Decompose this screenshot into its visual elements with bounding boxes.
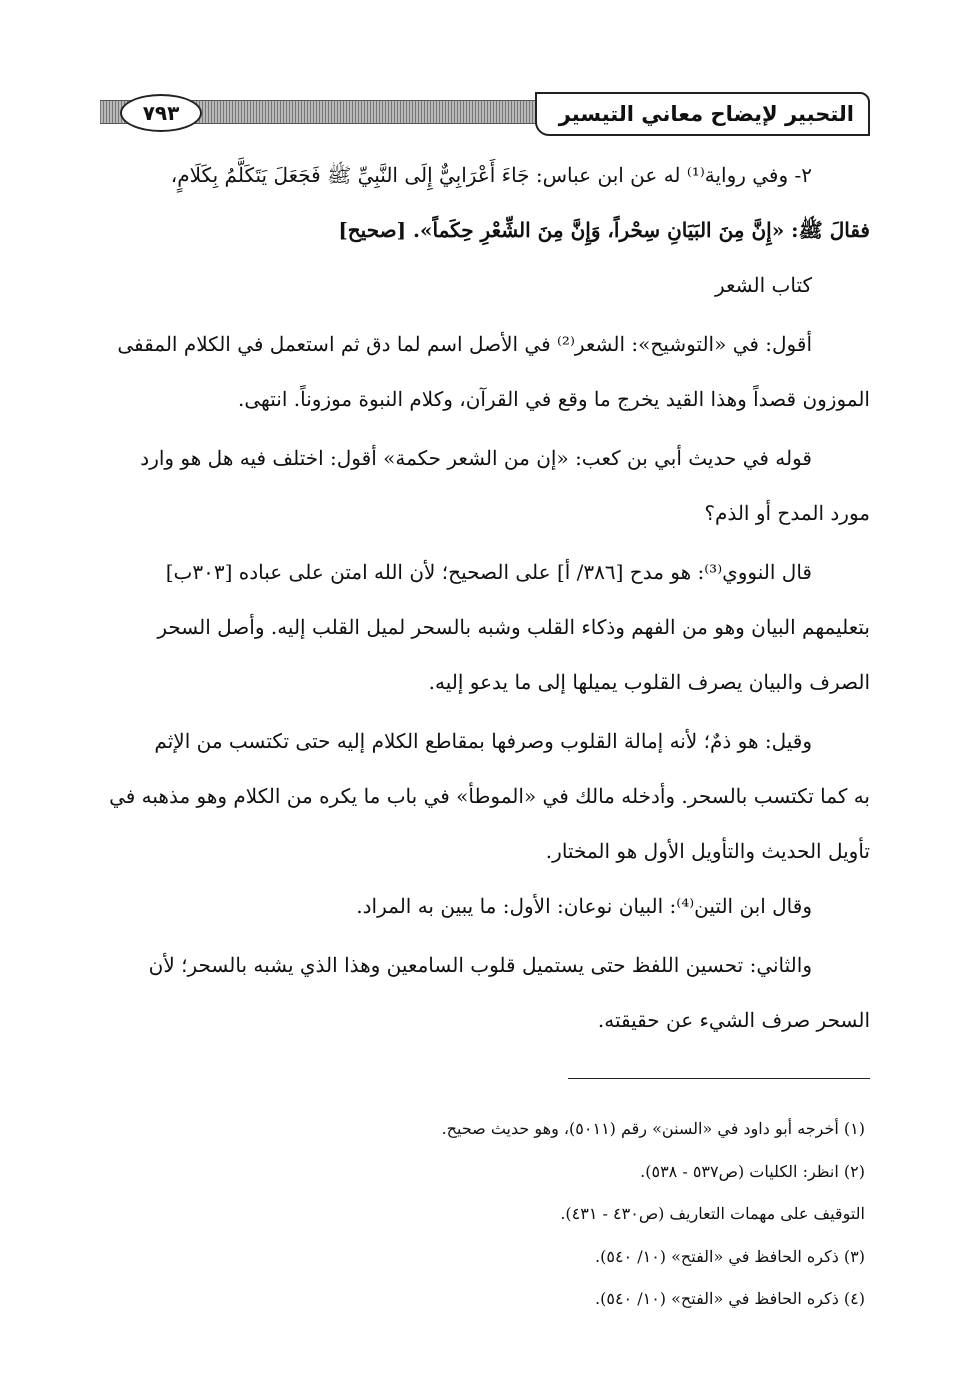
text-line: السحر صرف الشيء عن حقيقته. [597, 1008, 870, 1032]
text-line: فقالَ ﷺ: «إِنَّ مِنَ البَيَانِ سِحْراً، وَإِنَّ مِنَ الشِّعْرِ حِكَماً». [صحيح] [338, 218, 870, 242]
text-line: ٢- وفي رواية⁽¹⁾ له عن ابن عباس: جَاءَ أَعْرَابِيٌّ إِلَى النَّبِيِّ ﷺ فَجَعَلَ يَتَكَلَّمُ بِكَلَامٍ، [170, 163, 812, 187]
text-line: قوله في حديث أبي بن كعب: «إن من الشعر حكمة» أقول: اختلف فيه هل هو وارد [140, 446, 812, 470]
text-line: به كما تكتسب بالسحر. وأدخله مالك في «الموطأ» في باب ما يكره من الكلام وهو مذهبه في [109, 784, 870, 808]
text-line: تأويل الحديث والتأويل الأول هو المختار. [545, 839, 870, 863]
footnote: (٢) انظر: الكليات (ص٥٣٧ - ٥٣٨). [640, 1161, 865, 1181]
text-line: والثاني: تحسين اللفظ حتى يستميل قلوب السامعين وهذا الذي يشبه بالسحر؛ لأن [148, 953, 812, 977]
text-line: وقيل: هو ذمٌ؛ لأنه إمالة القلوب وصرفها بمقاطع الكلام إليه حتى تكتسب من الإثم [154, 729, 812, 753]
text-line: الموزون قصداً وهذا القيد يخرج ما وقع في القرآن، وكلام النبوة موزوناً. انتهى. [238, 387, 870, 411]
footnote-divider [568, 1078, 870, 1079]
text-line: بتعليمهم البيان وهو من الفهم وذكاء القلب وشبه بالسحر لميل القلب إليه. وأصل السحر [157, 615, 870, 639]
text-line: مورد المدح أو الذم؟ [704, 501, 870, 525]
main-text [100, 148, 870, 1048]
footnotes [300, 1108, 865, 1321]
section-heading: كتاب الشعر [714, 273, 812, 297]
page-header [100, 92, 870, 138]
footnote: (٣) ذكره الحافظ في «الفتح» (١٠/ ٥٤٠). [595, 1246, 865, 1266]
text-line: وقال ابن التين⁽⁴⁾: البيان نوعان: الأول: ما يبين به المراد. [356, 894, 812, 918]
text-line: قال النووي⁽³⁾: هو مدح [٣٨٦/ أ] على الصحيح؛ لأن الله امتن على عباده [٣٠٣ب] [165, 560, 812, 584]
footnote: التوقيف على مهمات التعاريف (ص٤٣٠ - ٤٣١). [560, 1204, 865, 1223]
text-line: الصرف والبيان يصرف القلوب يميلها إلى ما يدعو إليه. [428, 670, 870, 694]
text-line: أقول: في «التوشيح»: الشعر⁽²⁾ في الأصل اسم لما دق ثم استعمل في الكلام المقفى [117, 332, 812, 356]
footnote: (٤) ذكره الحافظ في «الفتح» (١٠/ ٥٤٠). [595, 1289, 865, 1308]
book-title: التحبير لإيضاح معاني التيسير [535, 92, 870, 136]
footnote: (١) أخرجه أبو داود في «السنن» رقم (٥٠١١)، وهو حديث صحيح. [441, 1119, 865, 1138]
page-number: ٧٩٣ [120, 94, 202, 132]
